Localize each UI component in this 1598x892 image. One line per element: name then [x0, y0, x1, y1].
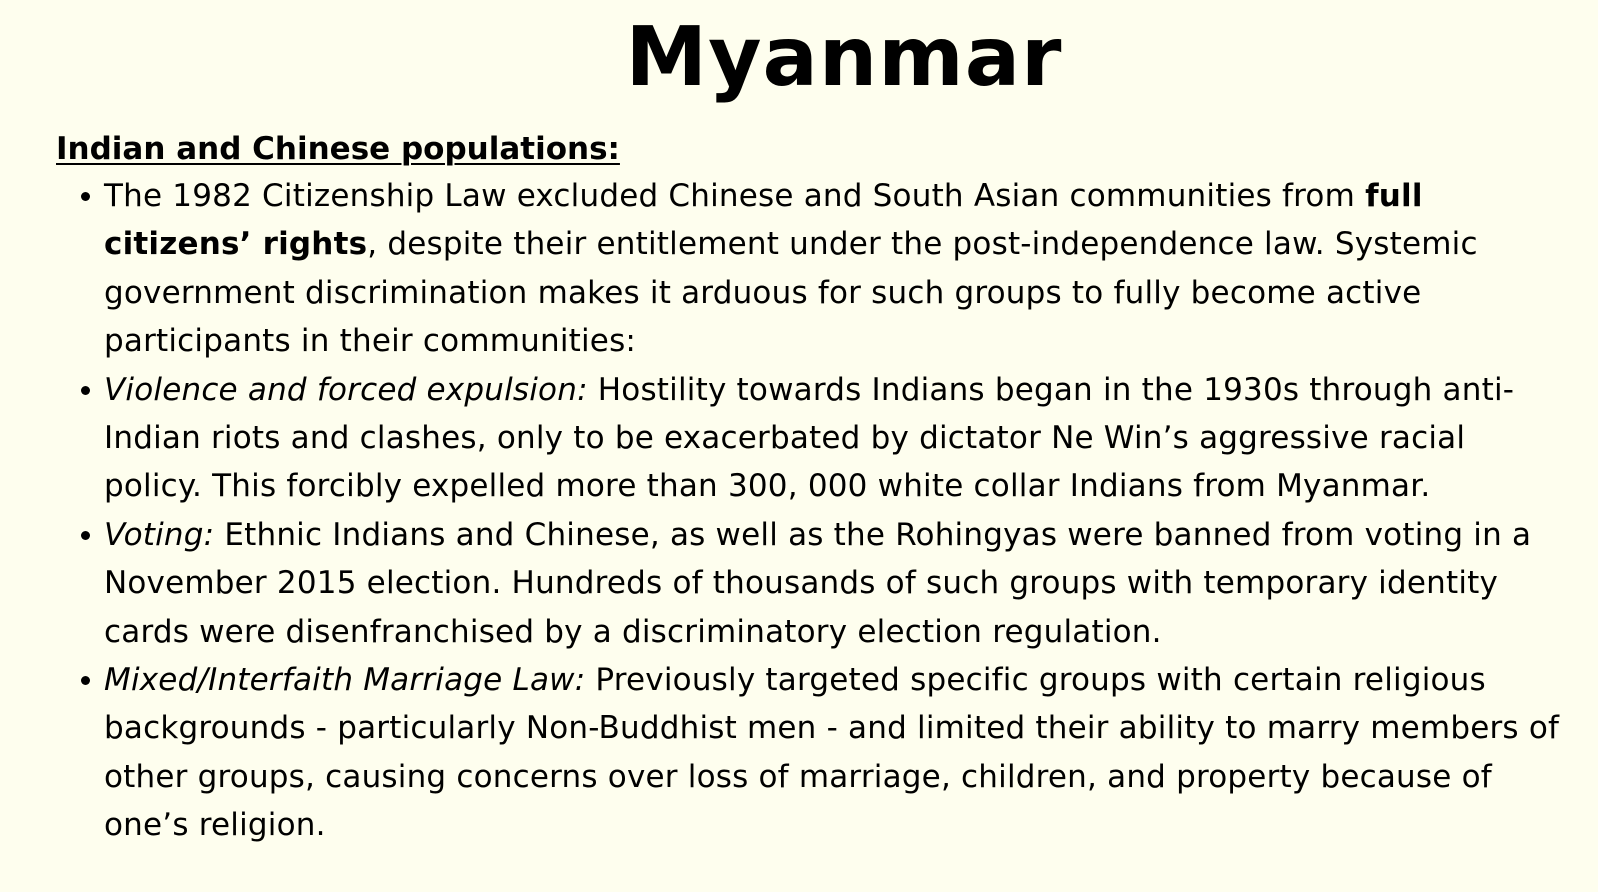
bullet-text-continued: , despite their entitlement under the post-independence law. Systemic government discrimination makes it arduous for such groups to fully become active participants in their communities:	[104, 226, 1478, 360]
bullet-dot-icon	[81, 676, 90, 685]
bullet-dot-icon	[81, 386, 90, 395]
bullet-lead: Voting:	[104, 516, 215, 553]
bullet-dot-icon	[81, 531, 90, 540]
bullet-item	[104, 511, 1564, 656]
section-heading: Indian and Chinese populations:	[56, 131, 620, 167]
bullet-lead: Violence and forced expulsion:	[104, 371, 588, 408]
bullet-item	[104, 366, 1564, 511]
bullet-item	[104, 656, 1564, 850]
bullet-dot-icon	[81, 192, 90, 201]
bullet-emphasis: full citizens’ rights	[104, 178, 1423, 263]
bullet-text: Ethnic Indians and Chinese, as well as the Rohingyas were banned from voting in a November 2015 election. Hundreds of thousands of such groups with temporary identity cards were disenfranchised by a discriminatory election regulation.	[104, 516, 1532, 650]
bullet-item	[104, 172, 1564, 366]
bullet-text: The 1982 Citizenship Law excluded Chinese and South Asian communities from	[104, 178, 1366, 214]
bullet-list	[104, 172, 1564, 850]
bullet-text: Hostility towards Indians began in the 1930s through anti-Indian riots and clashes, only to be exacerbated by dictator Ne Win’s aggressive racial policy. This forcibly expelled more than 300, 000 white collar Indians from Myanmar.	[104, 371, 1515, 505]
bullet-lead: Mixed/Interfaith Marriage Law:	[104, 662, 586, 699]
page-title: Myanmar	[625, 10, 1063, 105]
bullet-text: Previously targeted specific groups with certain religious backgrounds - particularly Non-Buddhist men - and limited their ability to marry members of other groups, causing concerns over loss of marriage, children, and property because of one’s religion.	[104, 662, 1560, 844]
